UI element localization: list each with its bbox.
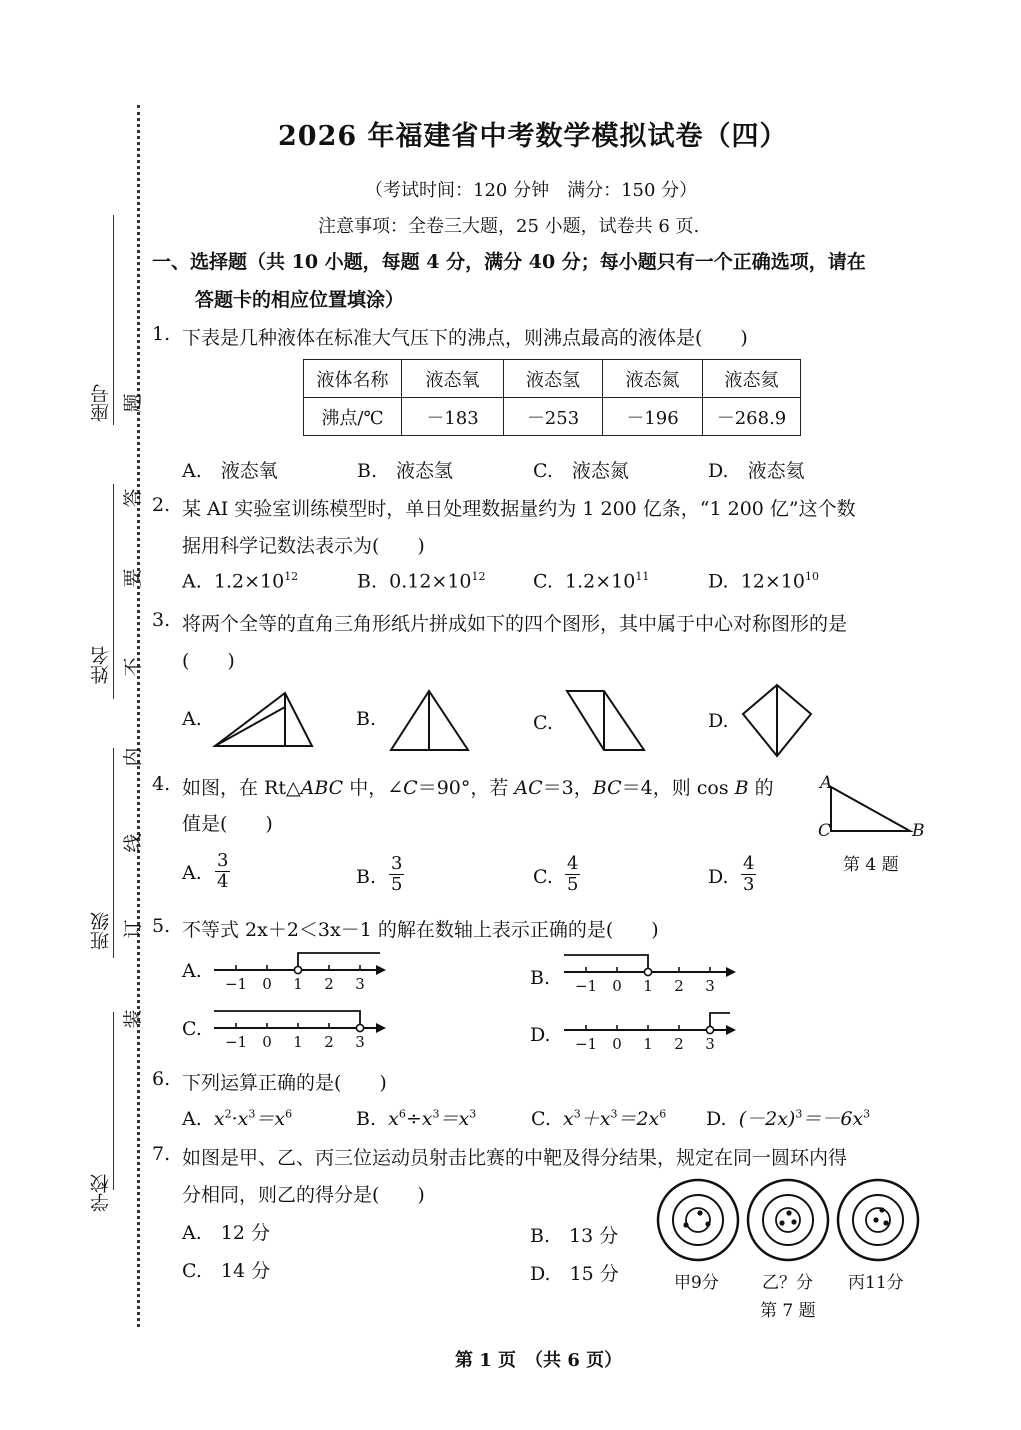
table-cell: 液态氢 — [504, 360, 603, 398]
endpoint-circle — [356, 1024, 363, 1031]
q2-option-b[interactable] — [357, 570, 486, 592]
q2-option-a[interactable] — [182, 570, 298, 592]
solution-ray — [710, 1013, 730, 1026]
sidebar-seat-label: 座号 — [90, 384, 112, 422]
q3-text-line2: ( ) — [182, 650, 235, 672]
q5-text: 不等式 2x＋2＜3x－1 的解在数轴上表示正确的是( ) — [182, 919, 659, 941]
table-row — [304, 360, 801, 398]
q7-target-label-yi: 乙？分 — [762, 1273, 813, 1293]
sidebar-warning-char: 不 — [122, 657, 144, 677]
solution-ray — [214, 1011, 360, 1024]
tick-label: 0 — [262, 1033, 272, 1051]
q4-option-c[interactable]: C. — [533, 866, 553, 888]
q7-option-c[interactable]: C. 14 分 — [182, 1260, 271, 1282]
binding-dotted-line — [137, 105, 140, 1327]
q6-option-c[interactable]: C. $x^3+x^3=2x^6$ — [531, 1107, 667, 1130]
sidebar-name-label: 姓名 — [90, 646, 112, 684]
tick-label: 0 — [262, 975, 272, 993]
sidebar-warning-char: 要 — [122, 568, 144, 588]
q3-option-c[interactable]: C. — [533, 712, 553, 734]
axis-arrow — [376, 1023, 386, 1033]
q6-option-b[interactable]: B. $x^6\div x^3=x^3$ — [356, 1107, 477, 1130]
q5-numberline-d — [560, 1010, 740, 1054]
q2-option-c[interactable] — [533, 570, 649, 592]
tick-label: −1 — [574, 1035, 598, 1053]
option-value: 1.2×10 — [565, 570, 636, 593]
q1-option-a[interactable]: A. 液态氧 — [182, 460, 278, 482]
table-cell: 液态氮 — [603, 360, 703, 398]
q1-option-d[interactable]: D. 液态氦 — [708, 460, 805, 482]
table-cell: 液态氧 — [402, 360, 504, 398]
q4-vertex-b-label: B — [912, 821, 925, 841]
option-exponent: 11 — [635, 570, 650, 583]
q7-option-a[interactable]: A. 12 分 — [182, 1222, 270, 1244]
option-exponent: 10 — [804, 570, 819, 583]
option-label: B. — [357, 570, 378, 593]
sidebar-warning-char: 线 — [122, 833, 144, 853]
endpoint-circle — [706, 1026, 713, 1033]
page-title: 2026 年福建省中考数学模拟试卷（四） — [278, 121, 788, 152]
option-exponent: 12 — [284, 570, 299, 583]
q4-option-c-fraction: $\frac{4}{5}$ — [567, 853, 579, 895]
table-cell: －268.9 — [703, 398, 801, 436]
tick-label: 2 — [674, 977, 684, 995]
q2-number: 2. — [152, 494, 171, 516]
q1-option-c[interactable]: C. 液态氮 — [533, 460, 629, 482]
q5-option-b[interactable]: B. — [530, 967, 551, 989]
tick-label: 2 — [324, 975, 334, 993]
tick-label: −1 — [224, 1033, 248, 1051]
q5-number: 5. — [152, 915, 171, 937]
tick-label: 1 — [643, 1035, 653, 1053]
q4-option-b-fraction: $\frac{3}{5}$ — [391, 853, 403, 895]
option-value: 0.12×10 — [389, 570, 472, 593]
exam-info: （考试时间：120 分钟 满分：150 分） — [365, 180, 698, 201]
q3-option-b[interactable]: B. — [356, 708, 377, 730]
q7-text-line2: 分相同，则乙的得分是( ) — [182, 1184, 425, 1206]
table-cell: －183 — [402, 398, 504, 436]
axis-arrow — [726, 967, 736, 977]
option-label: A. — [182, 570, 202, 593]
table-cell: 液态氦 — [703, 360, 801, 398]
section-heading: 一、选择题（共 10 小题，每题 4 分，满分 40 分；每小题只有一个正确选项，请在 — [152, 251, 866, 273]
q5-option-d[interactable]: D. — [530, 1024, 551, 1046]
table-cell: －196 — [603, 398, 703, 436]
q4-option-a-fraction: $\frac{3}{4}$ — [217, 850, 229, 892]
q3-text-line1: 将两个全等的直角三角形纸片拼成如下的四个图形，其中属于中心对称图形的是 — [182, 613, 848, 635]
tick-label: 3 — [705, 977, 715, 995]
option-exponent: 12 — [471, 570, 486, 583]
q6-option-a[interactable]: A. $x^2\cdot x^3=x^6$ — [182, 1107, 293, 1130]
sidebar-school-label: 学校 — [90, 1174, 112, 1212]
table-row — [304, 398, 801, 436]
exam-notice: 注意事项：全卷三大题，25 小题，试卷共 6 页. — [318, 216, 700, 237]
q7-text-line1: 如图是甲、乙、丙三位运动员射击比赛的中靶及得分结果，规定在同一圆环内得 — [182, 1147, 848, 1169]
tick-label: 2 — [324, 1033, 334, 1051]
sidebar-class-label: 班级 — [90, 912, 112, 950]
endpoint-circle — [294, 966, 301, 973]
q5-option-a[interactable]: A. — [182, 960, 202, 982]
q2-text-line2: 据用科学记数法表示为( ) — [182, 535, 425, 557]
tick-label: 1 — [293, 975, 303, 993]
option-value: 1.2×10 — [213, 570, 285, 593]
tick-label: 3 — [355, 975, 365, 993]
section-heading-cont: 答题卡的相应位置填涂） — [195, 289, 405, 311]
q3-option-a[interactable]: A. — [182, 708, 202, 730]
sidebar-warning-char: 订 — [122, 919, 144, 939]
q4-vertex-c-label: C — [818, 821, 832, 841]
endpoint-circle — [644, 968, 651, 975]
q3-figure-d — [742, 684, 812, 758]
page-footer: 第 1 页 （共 6 页） — [455, 1350, 623, 1371]
sidebar-warning-char: 内 — [122, 747, 144, 767]
tick-label: 1 — [643, 977, 653, 995]
q4-text-line2: 值是( ) — [182, 813, 273, 835]
tick-label: −1 — [224, 975, 248, 993]
q1-number: 1. — [152, 323, 171, 345]
q6-option-d[interactable]: D. $(-2x)^3=-6x^3$ — [706, 1107, 871, 1130]
table-cell: 沸点/℃ — [304, 398, 402, 436]
boiling-point-table — [303, 359, 801, 436]
q7-option-d[interactable]: D. 15 分 — [530, 1263, 619, 1285]
q6-number: 6. — [152, 1068, 171, 1090]
option-label: C. — [533, 570, 553, 593]
table-cell: 液体名称 — [304, 360, 402, 398]
q3-figure-c — [566, 690, 646, 752]
q4-text-line1: 如图，在 Rt△ABC 中，∠C＝90°，若 AC＝3，BC＝4，则 cos B 的 — [182, 777, 774, 799]
axis-arrow — [376, 965, 386, 975]
sidebar-warning-char: 装 — [122, 1009, 144, 1029]
tick-label: 0 — [612, 1035, 622, 1053]
q1-option-b[interactable]: B. 液态氢 — [357, 460, 454, 482]
sidebar-warning-char: 题 — [122, 393, 144, 413]
tick-label: 3 — [355, 1033, 365, 1051]
q1-text: 下表是几种液体在标准大气压下的沸点，则沸点最高的液体是( ) — [182, 327, 748, 349]
q4-triangle-figure — [830, 785, 912, 833]
school-underline — [113, 1012, 114, 1190]
option-label: D. — [708, 570, 729, 593]
q5-numberline-c — [210, 1008, 390, 1052]
q5-numberline-b — [560, 952, 740, 996]
q7-target-jia — [656, 1178, 740, 1262]
tick-label: 1 — [293, 1033, 303, 1051]
q4-option-b[interactable]: B. — [356, 866, 377, 888]
q7-figure-caption: 第 7 题 — [760, 1301, 816, 1321]
q5-numberline-a — [210, 950, 390, 994]
q5-option-c[interactable]: C. — [182, 1018, 202, 1040]
q4-option-a[interactable]: A. — [182, 862, 202, 884]
q7-target-bing — [836, 1178, 920, 1262]
q6-text: 下列运算正确的是( ) — [182, 1072, 387, 1094]
q7-target-label-jia: 甲9分 — [674, 1273, 719, 1293]
solution-ray — [564, 955, 648, 968]
q3-option-d[interactable]: D. — [708, 710, 729, 732]
tick-label: −1 — [574, 977, 598, 995]
tick-label: 2 — [674, 1035, 684, 1053]
q4-number: 4. — [152, 773, 171, 795]
q7-option-b[interactable]: B. 13 分 — [530, 1225, 619, 1247]
solution-ray — [298, 953, 380, 966]
q2-text-line1: 某 AI 实验室训练模型时，单日处理数据量约为 1 200 亿条，“1 200 亿”这个数 — [182, 498, 856, 520]
q2-option-d[interactable] — [708, 570, 819, 592]
q4-figure-caption: 第 4 题 — [843, 855, 899, 875]
q7-target-label-bing: 丙11分 — [848, 1273, 904, 1293]
q7-number: 7. — [152, 1143, 171, 1165]
q4-vertex-a-label: A — [820, 773, 833, 793]
table-cell: －253 — [504, 398, 603, 436]
q4-option-d[interactable]: D. — [708, 866, 729, 888]
tick-label: 0 — [612, 977, 622, 995]
q3-figure-b — [390, 690, 470, 752]
q7-target-yi — [746, 1178, 830, 1262]
q3-number: 3. — [152, 609, 171, 631]
q3-figure-a — [214, 692, 314, 748]
option-value: 12×10 — [740, 570, 805, 593]
sidebar-warning-char: 答 — [122, 488, 144, 508]
q4-option-d-fraction: $\frac{4}{3}$ — [743, 853, 755, 895]
tick-label: 3 — [705, 1035, 715, 1053]
axis-arrow — [726, 1025, 736, 1035]
